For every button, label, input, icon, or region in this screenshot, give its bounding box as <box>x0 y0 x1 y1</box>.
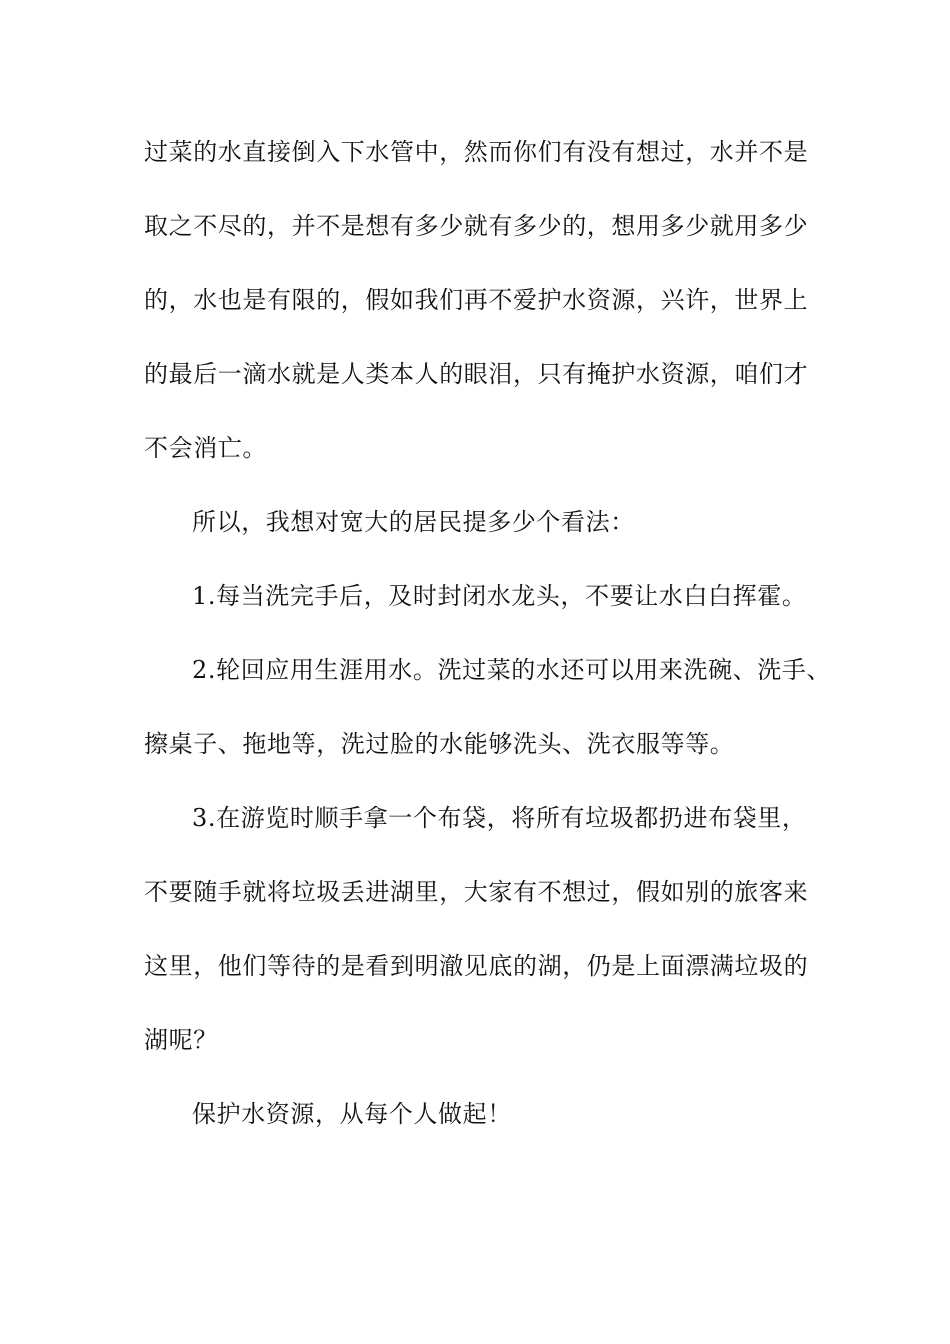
list-item-3-line-2: 不要随手就将垃圾丢进湖里，大家有不想过，假如别的旅客来 <box>144 878 809 906</box>
paragraph-line-2: 取之不尽的，并不是想有多少就有多少的，想用多少就用多少 <box>144 212 809 240</box>
paragraph-line-1: 过菜的水直接倒入下水管中，然而你们有没有想过，水并不是 <box>144 138 809 166</box>
list-item-3-line-4: 湖呢？ <box>144 1026 218 1054</box>
paragraph-intro: 所以，我想对宽大的居民提多少个看法： <box>192 508 635 536</box>
paragraph-line-4: 的最后一滴水就是人类本人的眼泪，只有掩护水资源，咱们才 <box>144 360 809 388</box>
closing-line: 保护水资源，从每个人做起！ <box>192 1100 512 1128</box>
list-item-2-line-2: 擦桌子、拖地等，洗过脸的水能够洗头、洗衣服等等。 <box>144 730 735 758</box>
paragraph-line-3: 的，水也是有限的，假如我们再不爱护水资源，兴许，世界上 <box>144 286 809 314</box>
list-item-2-line-1: 2.轮回应用生涯用水。洗过菜的水还可以用来洗碗、洗手、 <box>192 656 832 684</box>
paragraph-line-5: 不会消亡。 <box>144 434 267 462</box>
list-item-1: 1.每当洗完手后，及时封闭水龙头，不要让水白白挥霍。 <box>192 582 807 610</box>
list-item-3-line-3: 这里，他们等待的是看到明澈见底的湖，仍是上面漂满垃圾的 <box>144 952 809 980</box>
list-item-3-line-1: 3.在游览时顺手拿一个布袋，将所有垃圾都扔进布袋里， <box>192 804 807 832</box>
